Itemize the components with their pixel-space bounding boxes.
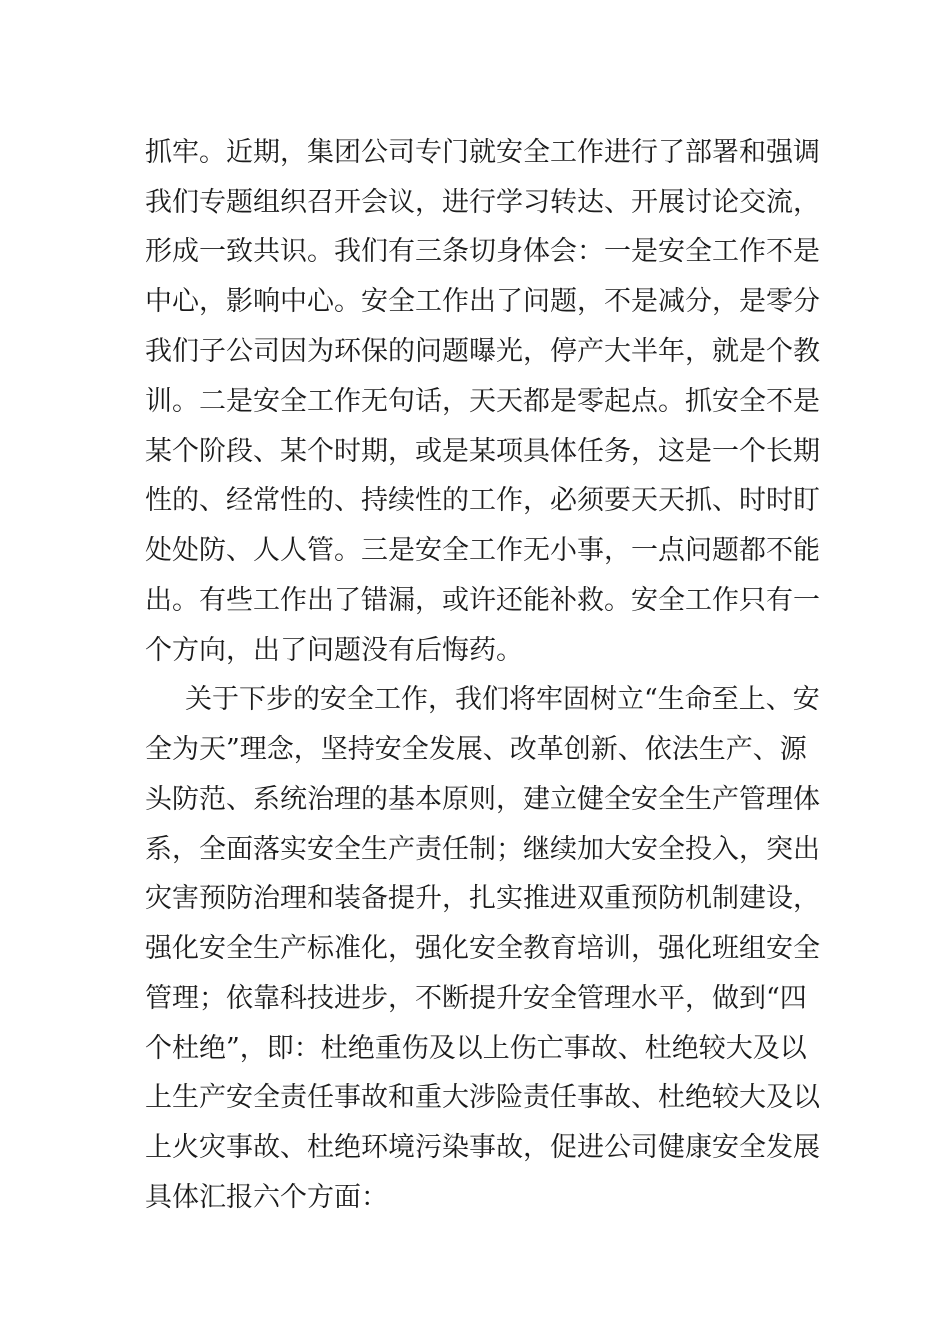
text-line: 我们子公司因为环保的问题曝光，停产大半年，就是个教 xyxy=(145,336,820,367)
text-line: 上火灾事故、杜绝环境污染事故，促进公司健康安全发展 xyxy=(145,1132,820,1163)
text-line: 头防范、系统治理的基本原则，建立健全安全生产管理体 xyxy=(145,784,820,815)
text-line: 我们专题组织召开会议，进行学习转达、开展讨论交流， xyxy=(145,187,820,218)
text-line: 形成一致共识。我们有三条切身体会：一是安全工作不是 xyxy=(145,236,820,267)
text-line: 中心，影响中心。安全工作出了问题，不是减分，是零分 xyxy=(145,286,820,317)
paragraph-start-line: 关于下步的安全工作，我们将牢固树立“生命至上、安 xyxy=(185,684,820,715)
text-line: 全为天”理念，坚持安全发展、改革创新、依法生产、源 xyxy=(145,734,807,765)
text-line: 出。有些工作出了错漏，或许还能补救。安全工作只有一 xyxy=(145,585,820,616)
text-line: 某个阶段、某个时期，或是某项具体任务，这是一个长期 xyxy=(145,436,820,467)
text-line: 抓牢。近期，集团公司专门就安全工作进行了部署和强调 xyxy=(145,137,820,168)
text-line: 系，全面落实安全生产责任制；继续加大安全投入，突出 xyxy=(145,834,820,865)
text-line: 上生产安全责任事故和重大涉险责任事故、杜绝较大及以 xyxy=(145,1082,820,1113)
text-line: 具体汇报六个方面： xyxy=(145,1182,388,1213)
text-line: 强化安全生产标准化，强化安全教育培训，强化班组安全 xyxy=(145,933,820,964)
text-line: 处处防、人人管。三是安全工作无小事，一点问题都不能 xyxy=(145,535,820,566)
text-line: 灾害预防治理和装备提升，扎实推进双重预防机制建设， xyxy=(145,883,820,914)
text-line: 训。二是安全工作无句话，天天都是零起点。抓安全不是 xyxy=(145,386,820,417)
text-line: 性的、经常性的、持续性的工作，必须要天天抓、时时盯 xyxy=(145,485,820,516)
text-line: 个杜绝”，即：杜绝重伤及以上伤亡事故、杜绝较大及以 xyxy=(145,1033,807,1064)
text-line: 个方向，出了问题没有后悔药。 xyxy=(145,635,523,666)
text-line: 管理；依靠科技进步，不断提升安全管理水平，做到“四 xyxy=(145,983,807,1014)
